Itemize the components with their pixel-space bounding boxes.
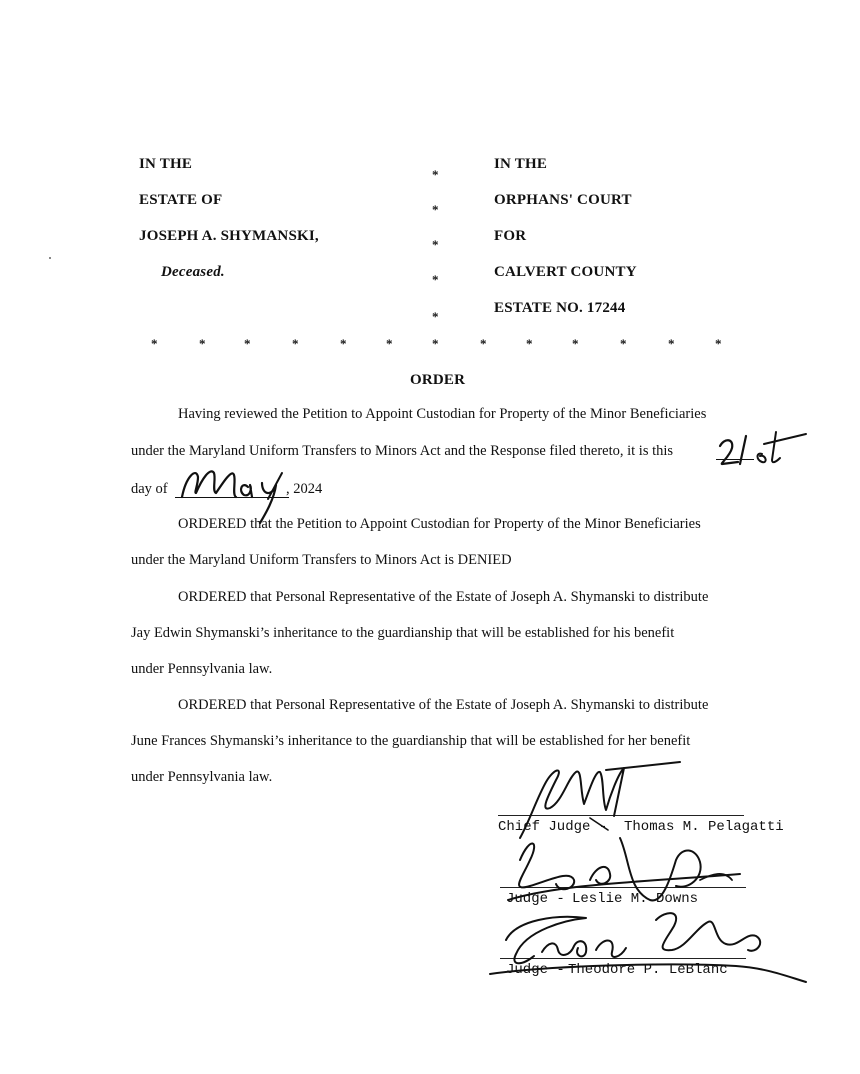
signature-name: Theodore P. LeBlanc (568, 962, 728, 978)
caption-right-line-1: IN THE (494, 156, 548, 172)
paragraph-3-line-2: Jay Edwin Shymanski’s inheritance to the guardianship that will be established for his benefit (131, 625, 675, 641)
signature-title: Judge - (506, 891, 565, 907)
caption-separator-star: * (432, 309, 439, 324)
paragraph-3-line-3: under Pennsylvania law. (131, 661, 273, 677)
divider-star: * (199, 336, 206, 351)
signature-ink-leblanc (486, 900, 810, 990)
caption-separator-star: * (432, 167, 439, 182)
caption-right-line-3: FOR (494, 228, 527, 244)
divider-star: * (151, 336, 158, 351)
divider-star: * (480, 336, 487, 351)
paragraph-1-year: , 2024 (286, 481, 323, 497)
divider-star: * (340, 336, 347, 351)
paragraph-1-line-1: Having reviewed the Petition to Appoint Custodian for Property of the Minor Beneficiaries (178, 406, 707, 422)
handwritten-day (716, 424, 816, 470)
caption-left-line-2: ESTATE OF (139, 192, 223, 208)
paragraph-2-line-1: ORDERED that the Petition to Appoint Custodian for Property of the Minor Beneficiaries (178, 516, 701, 532)
divider-star: * (526, 336, 533, 351)
signature-title: Chief Judge - (498, 819, 608, 835)
divider-star: * (620, 336, 627, 351)
caption-deceased: Deceased. (161, 264, 225, 280)
caption-left-line-3: JOSEPH A. SHYMANSKI, (139, 228, 319, 244)
stray-mark (49, 257, 51, 259)
divider-star: * (668, 336, 675, 351)
caption-right-line-2: ORPHANS' COURT (494, 192, 632, 208)
paragraph-2-line-2: under the Maryland Uniform Transfers to Minors Act is DENIED (131, 552, 512, 568)
divider-star: * (572, 336, 579, 351)
divider-star: * (244, 336, 251, 351)
paragraph-4-line-1: ORDERED that Personal Representative of the Estate of Joseph A. Shymanski to distribute (178, 697, 709, 713)
paragraph-3-line-1: ORDERED that Personal Representative of the Estate of Joseph A. Shymanski to distribute (178, 589, 709, 605)
caption-separator-star: * (432, 237, 439, 252)
caption-right-line-4: CALVERT COUNTY (494, 264, 637, 280)
caption-left-line-1: IN THE (139, 156, 193, 172)
caption-right-line-5: ESTATE NO. 17244 (494, 300, 626, 316)
handwritten-day-ink (716, 424, 816, 470)
signature-name: Leslie M. Downs (572, 891, 699, 907)
order-title: ORDER (410, 372, 466, 388)
signature-title: Judge - (506, 962, 565, 978)
caption-separator-star: * (432, 272, 439, 287)
paragraph-1-day-prefix: day of (131, 481, 168, 497)
paragraph-1-line-2: under the Maryland Uniform Transfers to Minors Act and the Response filed thereto, it is this (131, 443, 674, 459)
divider-star: * (715, 336, 722, 351)
signature-name: Thomas M. Pelagatti (624, 819, 784, 835)
divider-star: * (292, 336, 299, 351)
paragraph-4-line-3: under Pennsylvania law. (131, 769, 273, 785)
caption-separator-star: * (432, 202, 439, 217)
paragraph-4-line-2: June Frances Shymanski’s inheritance to the guardianship that will be established for her benefit (131, 733, 691, 749)
divider-star: * (386, 336, 393, 351)
divider-star: * (432, 336, 439, 351)
